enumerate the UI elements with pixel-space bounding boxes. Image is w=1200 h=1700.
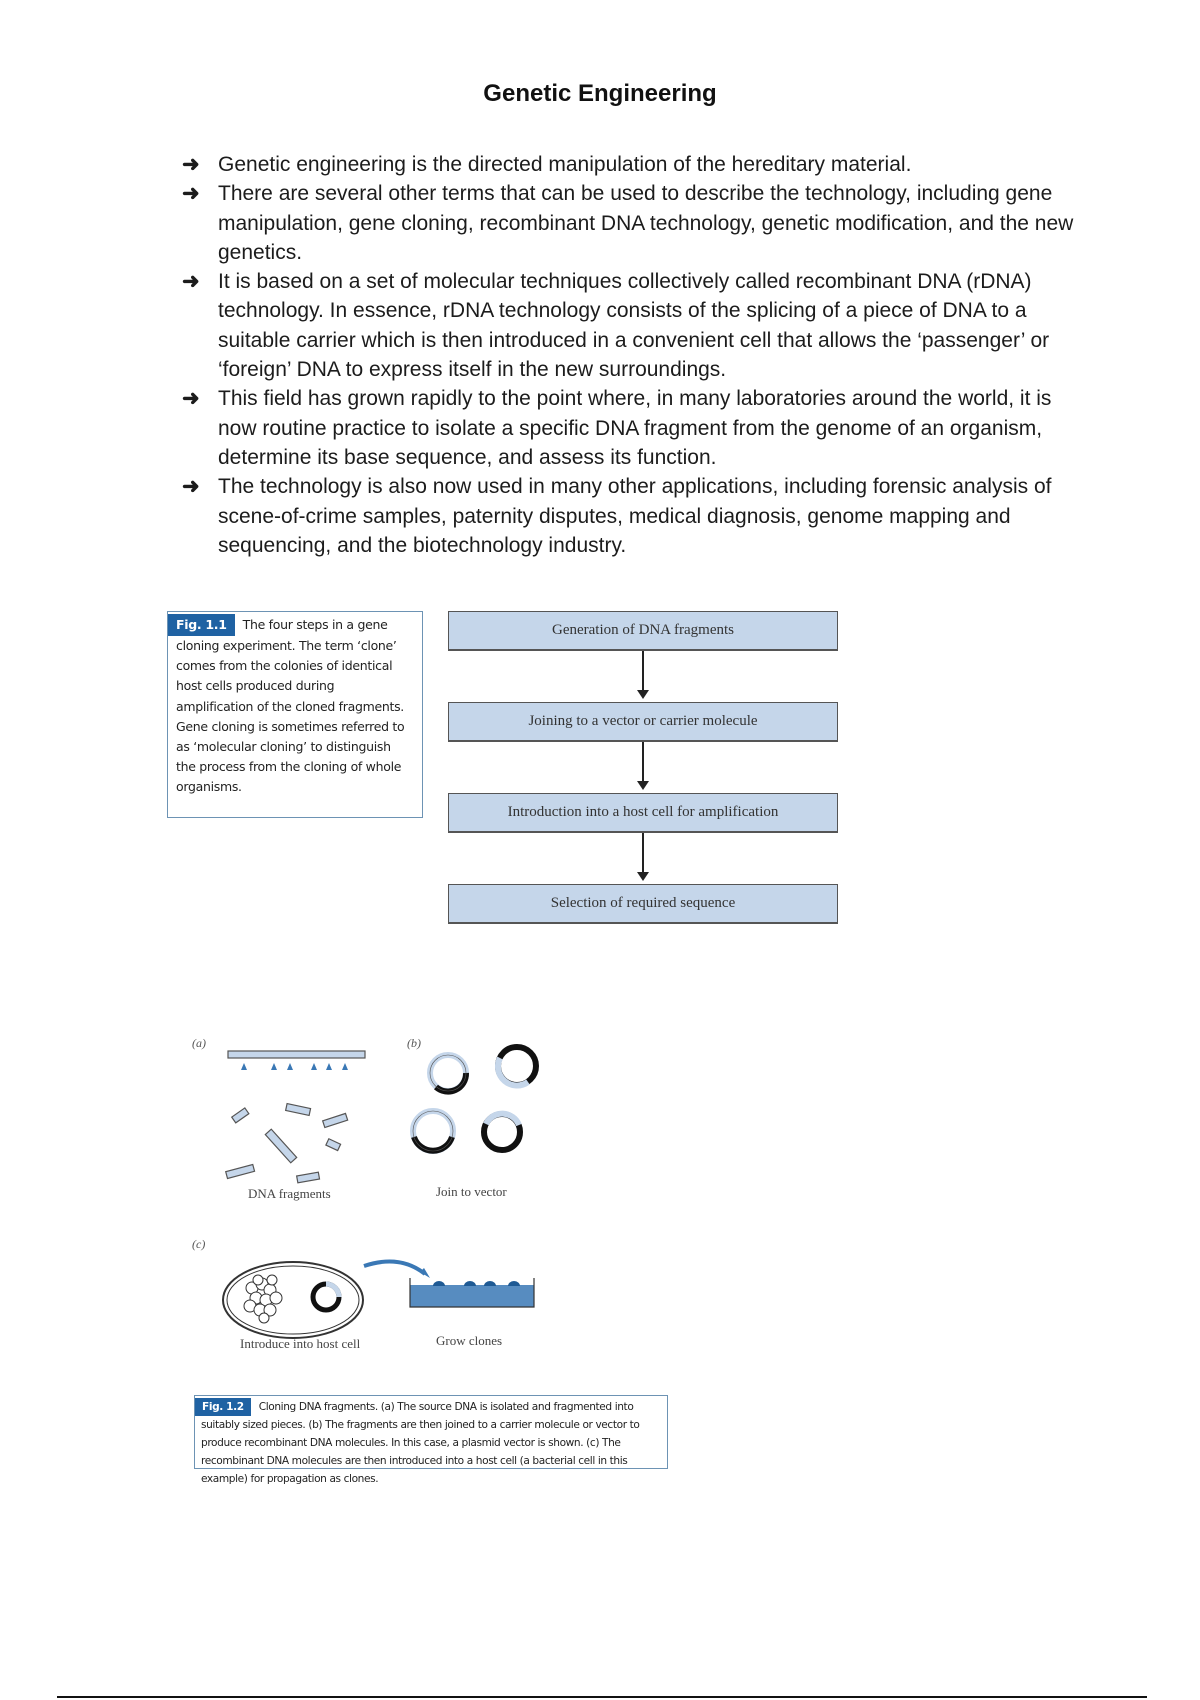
plasmid-vector-icons: [413, 1047, 536, 1151]
flow-step-1: Generation of DNA fragments: [448, 611, 838, 651]
bullet-text: It is based on a set of molecular techniques collectively called recombinant DNA (rDNA) technology. In essence, rDNA technology consists of the splicing of a piece of DNA to a suitable carrier which is then introduced in a convenient cell that allows the ‘passenger’ or ‘foreign’ DNA to express itself in the new surroundings.: [218, 270, 1050, 382]
culture-dish-icon: [410, 1278, 534, 1307]
arrow-bullet-icon: ➜: [182, 475, 200, 499]
panel-caption-dna-fragments: DNA fragments: [248, 1186, 331, 1201]
panel-label-c: (c): [192, 1237, 206, 1251]
panel-caption-introduce-host: Introduce into host cell: [240, 1336, 361, 1351]
caption-text: The four steps in a gene cloning experiment. The term ‘clone’ comes from the colonies of identical host cells produced during amplification of the cloned fragments. Gene cloning is sometimes referred to as ‘molecular cloning’ to distinguish the process from the cloning of whole organisms.: [176, 617, 405, 795]
curved-arrow-icon: [364, 1262, 430, 1279]
footer-rule: [57, 1696, 1147, 1698]
arrow-bullet-icon: ➜: [182, 387, 200, 411]
page-title: Genetic Engineering: [483, 80, 717, 107]
flow-step-2: Joining to a vector or carrier molecule: [448, 702, 838, 742]
figure-tag: Fig. 1.2: [195, 1398, 251, 1416]
flow-step-4: Selection of required sequence: [448, 884, 838, 924]
bullet-text: There are several other terms that can be used to describe the technology, including gene manipulation, gene cloning, recombinant DNA technology, genetic modification, and the new genetics.: [218, 182, 1074, 264]
bullet-text: Genetic engineering is the directed manipulation of the hereditary material.: [218, 153, 912, 176]
caption-text: Cloning DNA fragments. (a) The source DNA is isolated and fragmented into suitably sized pieces. (b) The fragments are then joined to a carrier molecule or vector to produce recombinant DNA molecules. In this case, a plasmid vector is shown. (c) The recombinant DNA molecules are then introduced into a host cell (a bacterial cell in this example) for propagation as clones.: [201, 1401, 640, 1485]
dna-fragment-icons: [226, 1104, 348, 1183]
flow-step-3: Introduction into a host cell for amplification: [448, 793, 838, 833]
cut-site-icons: [241, 1063, 348, 1070]
arrow-bullet-icon: ➜: [182, 270, 200, 294]
arrow-bullet-icon: ➜: [182, 182, 200, 206]
bullet-text: This field has grown rapidly to the point where, in many laboratories around the world, it is now routine practice to isolate a specific DNA fragment from the genome of an organism, determine its base sequence, and assess its function.: [218, 387, 1052, 469]
panel-label-b: (b): [407, 1036, 421, 1050]
arrow-bullet-icon: ➜: [182, 153, 200, 176]
dna-bar-icon: [228, 1051, 365, 1058]
panel-label-a: (a): [192, 1036, 206, 1050]
bullet-text: The technology is also now used in many other applications, including forensic analysis of scene-of-crime samples, paternity disputes, medical diagnosis, genome mapping and sequencing, and the biotechnology industry.: [218, 475, 1052, 557]
figure-tag: Fig. 1.1: [168, 614, 235, 636]
fig-1-2-caption: [194, 1395, 668, 1485]
panel-caption-grow-clones: Grow clones: [436, 1333, 503, 1348]
panel-caption-join-to-vector: Join to vector: [436, 1184, 507, 1199]
host-cell-icon: [223, 1262, 363, 1338]
